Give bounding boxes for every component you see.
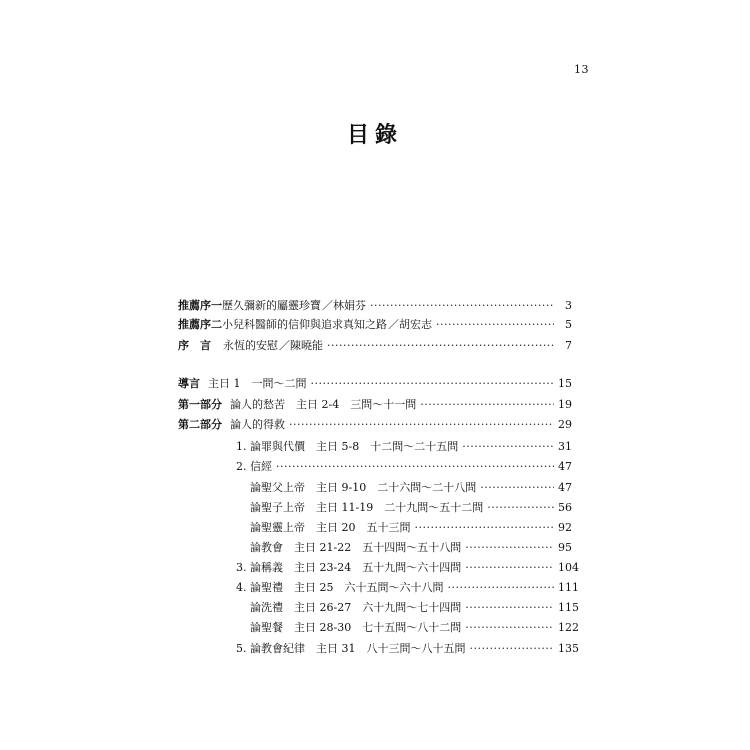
toc-entry-introduction <box>178 377 572 391</box>
toc-page: 122 <box>558 621 579 634</box>
toc-page: 95 <box>558 541 572 554</box>
toc-text: 論聖靈上帝 主日 20 五十三問 <box>250 521 411 534</box>
toc-text: 永恆的安慰 <box>223 339 278 352</box>
toc-text: 論聖子上帝 主日 11-19 二十九問～五十二問 <box>250 501 484 514</box>
toc-text: 主日 1 一問～二問 <box>208 377 307 390</box>
leader-dots <box>436 318 554 332</box>
leader-dots <box>469 642 554 656</box>
toc-text: 論教會 主日 21-22 五十四問～五十八問 <box>250 541 462 554</box>
leader-dots <box>465 601 554 615</box>
toc-entry-preface-3 <box>178 339 572 353</box>
toc-text: 5. 論教會紀律 主日 31 八十三問～八十五問 <box>236 642 466 655</box>
toc-author: ／胡宏志 <box>388 318 432 331</box>
toc-page: 135 <box>558 642 579 655</box>
toc-label: 第二部分 <box>178 418 222 431</box>
toc-author: ／陳曉能 <box>279 339 323 352</box>
toc-text: 論人的愁苦 主日 2-4 三問～十一問 <box>230 398 417 411</box>
toc-entry-sub <box>250 481 572 495</box>
toc-label: 推薦序二 <box>178 318 222 331</box>
leader-dots <box>311 377 555 391</box>
leader-dots <box>465 541 554 555</box>
leader-dots <box>465 621 554 635</box>
toc-text: 論洗禮 主日 26-27 六十九問～七十四問 <box>250 601 462 614</box>
leader-dots <box>415 521 555 535</box>
toc-page: 104 <box>558 561 579 574</box>
toc-entry-sub <box>250 501 572 515</box>
toc-text: 論聖父上帝 主日 9-10 二十六問～二十八問 <box>250 481 477 494</box>
page-title: 目錄 <box>346 123 403 148</box>
toc-page: 31 <box>558 440 572 453</box>
toc-text: 歷久彌新的屬靈珍寶 <box>222 299 321 312</box>
toc-page: 7 <box>565 339 572 352</box>
leader-dots <box>465 561 554 575</box>
leader-dots <box>480 481 554 495</box>
toc-entry-sub <box>236 581 579 595</box>
toc-page: 19 <box>558 398 572 411</box>
leader-dots <box>289 418 554 432</box>
leader-dots <box>447 581 554 595</box>
toc-author: ／林娟芬 <box>322 299 366 312</box>
toc-text: 論人的得救 <box>230 418 285 431</box>
toc-text: 3. 論稱義 主日 23-24 五十九問～六十四問 <box>236 561 462 574</box>
toc-entry-sub <box>250 621 579 635</box>
toc-label: 序 言 <box>178 339 211 352</box>
toc-entry-sub <box>250 541 572 555</box>
toc-entry-preface-2 <box>178 318 572 332</box>
toc-page: 3 <box>565 299 572 312</box>
toc-entry-sub <box>236 561 579 575</box>
toc-label: 第一部分 <box>178 398 222 411</box>
toc-text: 1. 論罪與代價 主日 5-8 十二問～二十五問 <box>236 440 459 453</box>
leader-dots <box>420 398 554 412</box>
toc-page: 15 <box>558 377 572 390</box>
toc-entry-part-2 <box>178 418 572 432</box>
toc-text: 論聖餐 主日 28-30 七十五問～八十二問 <box>250 621 462 634</box>
page-number: 13 <box>574 63 589 76</box>
toc-entry-sub <box>250 521 572 535</box>
toc-page: 111 <box>558 581 579 594</box>
toc-label: 推薦序一 <box>178 299 222 312</box>
toc-text: 2. 信經 <box>236 460 272 473</box>
toc-entry-sub <box>236 642 579 656</box>
leader-dots <box>276 460 554 474</box>
toc-page: 56 <box>558 501 572 514</box>
toc-entry-sub <box>236 460 572 474</box>
toc-entry-sub <box>236 440 572 454</box>
toc-page: 47 <box>558 460 572 473</box>
leader-dots <box>370 299 554 313</box>
toc-entry-sub <box>250 601 579 615</box>
toc-text: 小兒科醫師的信仰與追求真知之路 <box>222 318 387 331</box>
toc-entry-preface-1 <box>178 299 572 313</box>
toc-label: 導言 <box>178 377 200 390</box>
toc-page: 29 <box>558 418 572 431</box>
toc-text: 4. 論聖禮 主日 25 六十五問～六十八問 <box>236 581 444 594</box>
toc-page: 5 <box>565 318 572 331</box>
toc-page: 115 <box>558 601 579 614</box>
toc-page: 92 <box>558 521 572 534</box>
leader-dots <box>487 501 554 515</box>
leader-dots <box>327 339 554 353</box>
toc-entry-part-1 <box>178 398 572 412</box>
leader-dots <box>462 440 554 454</box>
toc-page: 47 <box>558 481 572 494</box>
